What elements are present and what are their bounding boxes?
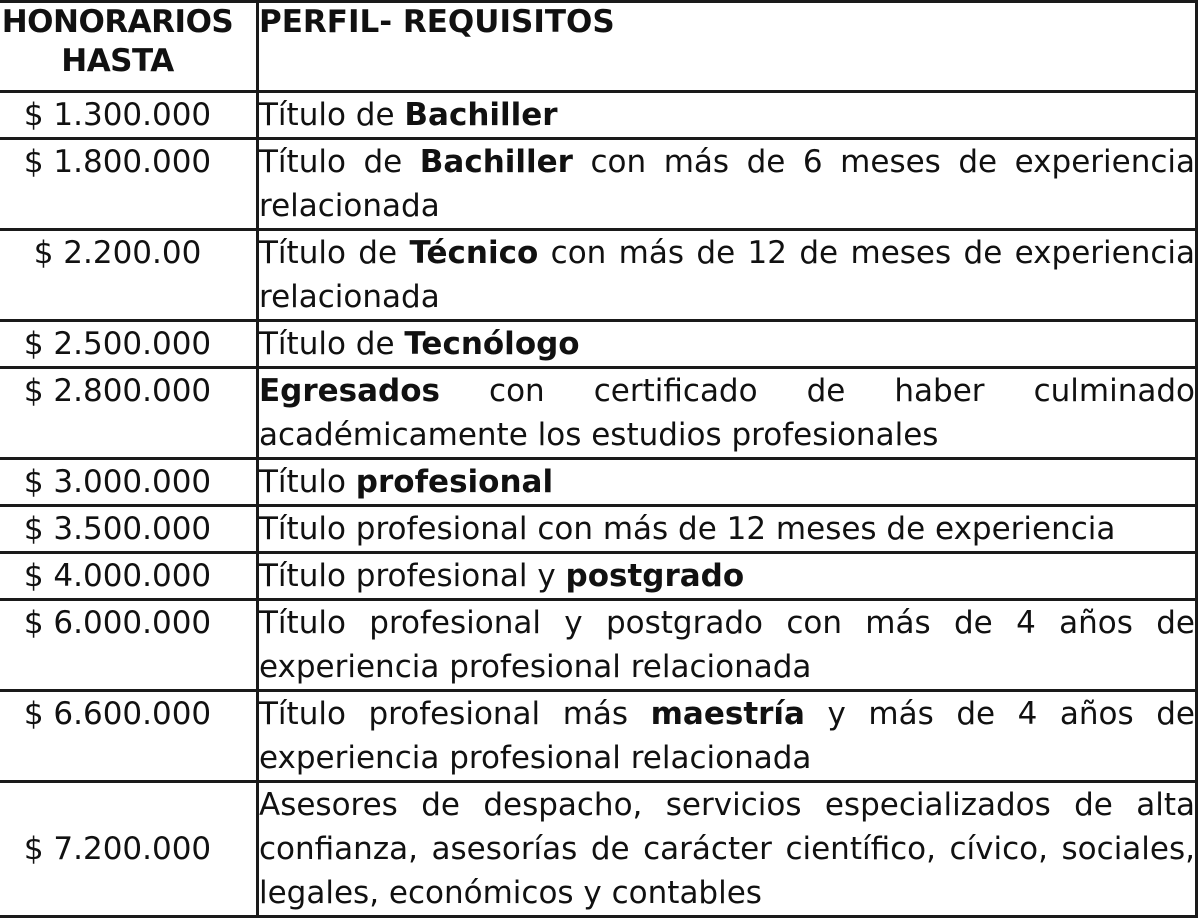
- requirement-emphasis: Bachiller: [419, 144, 573, 180]
- table-row: [0, 459, 1197, 506]
- requirement-text: con más de 12 de meses de experiencia relacionada: [259, 235, 1196, 315]
- amount-cell: $ 2.800.000: [0, 368, 258, 459]
- requirement-text: y más de 4 años de experiencia profesional relacionada: [259, 696, 1195, 776]
- requirement-text: Título de: [259, 326, 405, 362]
- amount-cell: $ 2.500.000: [0, 321, 258, 368]
- table-row: [0, 782, 1197, 917]
- requirement-text: Asesores de despacho, servicios especializados de alta confianza, asesorías de carácter científico, cívico, sociales, legales, económicos y contables: [259, 787, 1195, 911]
- header-requirements: PERFIL- REQUISITOS: [258, 2, 1197, 92]
- table-row: [0, 553, 1197, 600]
- requirement-cell: [258, 230, 1197, 321]
- table-row: [0, 321, 1197, 368]
- requirement-text: con más de 6 meses de experiencia relacionada: [259, 144, 1196, 224]
- table-row: [0, 139, 1197, 230]
- table-row: [0, 92, 1197, 139]
- requirement-cell: [258, 506, 1197, 553]
- header-row: [0, 2, 1197, 92]
- amount-cell: $ 4.000.000: [0, 553, 258, 600]
- amount-cell: $ 3.500.000: [0, 506, 258, 553]
- table-row: [0, 600, 1197, 691]
- requirement-cell: [258, 368, 1197, 459]
- requirement-text: Título: [259, 464, 356, 500]
- requirement-cell: [258, 139, 1197, 230]
- requirement-cell: [258, 600, 1197, 691]
- requirement-cell: [258, 92, 1197, 139]
- requirement-text: Título profesional más: [259, 696, 651, 732]
- requirement-emphasis: postgrado: [565, 558, 745, 594]
- amount-cell: $ 1.800.000: [0, 139, 258, 230]
- requirement-text: Título profesional y: [259, 558, 566, 594]
- table-row: [0, 230, 1197, 321]
- requirement-cell: [258, 321, 1197, 368]
- requirement-emphasis: Tecnólogo: [404, 326, 580, 362]
- amount-cell: $ 2.200.00: [0, 230, 258, 321]
- requirement-text: Título de: [259, 235, 410, 271]
- amount-cell: $ 6.000.000: [0, 600, 258, 691]
- requirement-cell: [258, 553, 1197, 600]
- table-row: [0, 506, 1197, 553]
- table-row: [0, 368, 1197, 459]
- requirement-text: Título de: [259, 97, 405, 133]
- requirement-cell: [258, 782, 1197, 917]
- requirement-cell: [258, 459, 1197, 506]
- table-row: [0, 691, 1197, 782]
- amount-cell: $ 6.600.000: [0, 691, 258, 782]
- header-amount: HONORARIOS HASTA: [0, 2, 258, 92]
- amount-cell: $ 7.200.000: [0, 782, 258, 917]
- amount-cell: $ 3.000.000: [0, 459, 258, 506]
- requirement-emphasis: profesional: [355, 464, 554, 500]
- requirement-cell: [258, 691, 1197, 782]
- requirement-text: con certificado de haber culminado académicamente los estudios profesionales: [259, 373, 1195, 453]
- requirement-emphasis: Bachiller: [404, 97, 558, 133]
- requirement-text: Título profesional y postgrado con más de 4 años de experiencia profesional relacionada: [259, 605, 1195, 685]
- requirement-emphasis: maestría: [650, 696, 805, 732]
- requirement-emphasis: Egresados: [259, 373, 440, 409]
- requirement-text: Título profesional con más de 12 meses de experiencia: [259, 511, 1116, 547]
- requirement-emphasis: Técnico: [409, 235, 539, 271]
- amount-cell: $ 1.300.000: [0, 92, 258, 139]
- requirement-text: Título de: [259, 144, 420, 180]
